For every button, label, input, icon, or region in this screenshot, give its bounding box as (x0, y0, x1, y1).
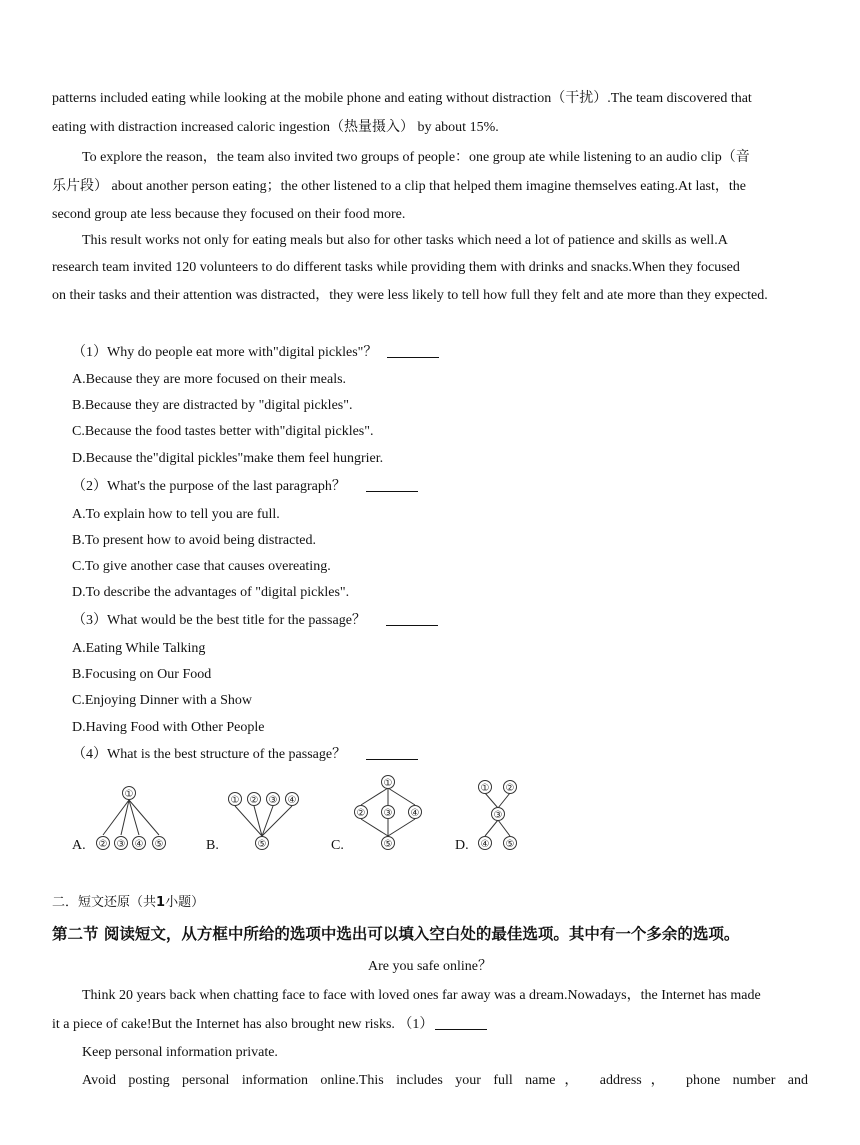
question-option[interactable]: A.Eating While Talking (72, 641, 206, 656)
question-option[interactable]: A.Because they are more focused on their meals. (72, 372, 347, 387)
question-option[interactable]: D.To describe the advantages of "digital pickles". (72, 585, 350, 600)
node-label: ① (480, 783, 490, 794)
passage-line: research team invited 120 volunteers to do different tasks while providing them with drinks and snacks.When they focused (52, 260, 740, 275)
node-label: ③ (268, 795, 278, 806)
answer-blank[interactable] (435, 1015, 487, 1030)
structure-diagram-b[interactable] (222, 772, 308, 854)
answer-blank[interactable] (366, 745, 418, 760)
node-label: ④ (410, 808, 420, 819)
structure-option-label-d[interactable]: D. (455, 838, 469, 853)
node-label: ⑤ (257, 839, 267, 850)
node-label: ① (230, 795, 240, 806)
question-option[interactable]: A.To explain how to tell you are full. (72, 507, 280, 522)
question-option[interactable]: C.Because the food tastes better with"digital pickles". (72, 424, 374, 439)
node-label: ④ (287, 795, 297, 806)
passage-line: patterns included eating while looking at the mobile phone and eating without distraction（干扰）.The team discovered that (52, 91, 752, 106)
question-option[interactable]: B.To present how to avoid being distracted. (72, 533, 316, 548)
passage-line: Keep personal information private. (82, 1045, 278, 1060)
question-option[interactable]: D.Because the"digital pickles"make them feel hungrier. (72, 451, 384, 466)
node-label: ② (98, 839, 108, 850)
node-label: ② (505, 783, 515, 794)
passage-line: 乐片段） about another person eating；the other listened to a clip that helped them imagine themselves eating.At last，the (52, 179, 746, 194)
question-option[interactable]: D.Having Food with Other People (72, 720, 265, 735)
passage-line: This result works not only for eating meals but also for other tasks which need a lot of patience and skills as well.A (82, 233, 728, 248)
structure-diagram-a[interactable] (88, 772, 178, 854)
passage-line: eating with distraction increased caloric ingestion（热量摄入） by about 15%. (52, 120, 499, 135)
structure-option-label-a[interactable]: A. (72, 838, 86, 853)
passage-title: Are you safe online？ (367, 959, 493, 974)
question-stem: （2）What's the purpose of the last paragraph？ (72, 477, 828, 497)
node-label: ③ (116, 839, 126, 850)
answer-blank[interactable] (366, 477, 418, 492)
node-label: ⑤ (383, 839, 393, 850)
answer-blank[interactable] (387, 343, 439, 358)
node-label: ⑤ (154, 839, 164, 850)
question-option[interactable]: C.To give another case that causes overeating. (72, 559, 331, 574)
node-label: ③ (383, 808, 393, 819)
node-label: ④ (480, 839, 490, 850)
question-stem: （4）What is the best structure of the passage？ (72, 745, 828, 765)
answer-blank[interactable] (386, 611, 438, 626)
passage-line: it a piece of cake!But the Internet has also brought new risks. （1） (52, 1015, 808, 1035)
question-option[interactable]: C.Enjoying Dinner with a Show (72, 693, 253, 708)
node-label: ② (356, 808, 366, 819)
node-label: ① (383, 778, 393, 789)
node-label: ③ (493, 810, 503, 821)
node-label: ② (249, 795, 259, 806)
passage-line: To explore the reason，the team also invited two groups of people：one group ate while listening to an audio clip（音 (82, 150, 750, 165)
question-stem: （3）What would be the best title for the passage？ (72, 611, 828, 631)
structure-option-label-c[interactable]: C. (331, 838, 344, 853)
section-instruction: 第二节 阅读短文，从方框中所给的选项中选出可以填入空白处的最佳选项。其中有一个多余的选项。 (52, 925, 740, 943)
passage-line: second group ate less because they focused on their food more. (52, 207, 406, 222)
node-label: ⑤ (505, 839, 515, 850)
structure-diagram-c[interactable] (348, 772, 428, 854)
node-label: ④ (134, 839, 144, 850)
passage-line: Avoid posting personal information online.This includes your full name， address， phone number and (82, 1073, 808, 1088)
passage-line: on their tasks and their attention was distracted，they were less likely to tell how full they felt and ate more than they expected. (52, 288, 768, 303)
passage-line: Think 20 years back when chatting face to face with loved ones far away was a dream.Nowadays，the Internet has made (82, 988, 761, 1003)
question-stem: （1）Why do people eat more with"digital pickles"？ (72, 343, 828, 363)
node-label: ① (124, 789, 134, 800)
section-heading: 二．短文还原（共1小题） (52, 895, 205, 910)
structure-option-label-b[interactable]: B. (206, 838, 219, 853)
structure-diagram-d[interactable] (472, 772, 528, 854)
question-option[interactable]: B.Focusing on Our Food (72, 667, 212, 682)
question-option[interactable]: B.Because they are distracted by "digital pickles". (72, 398, 353, 413)
